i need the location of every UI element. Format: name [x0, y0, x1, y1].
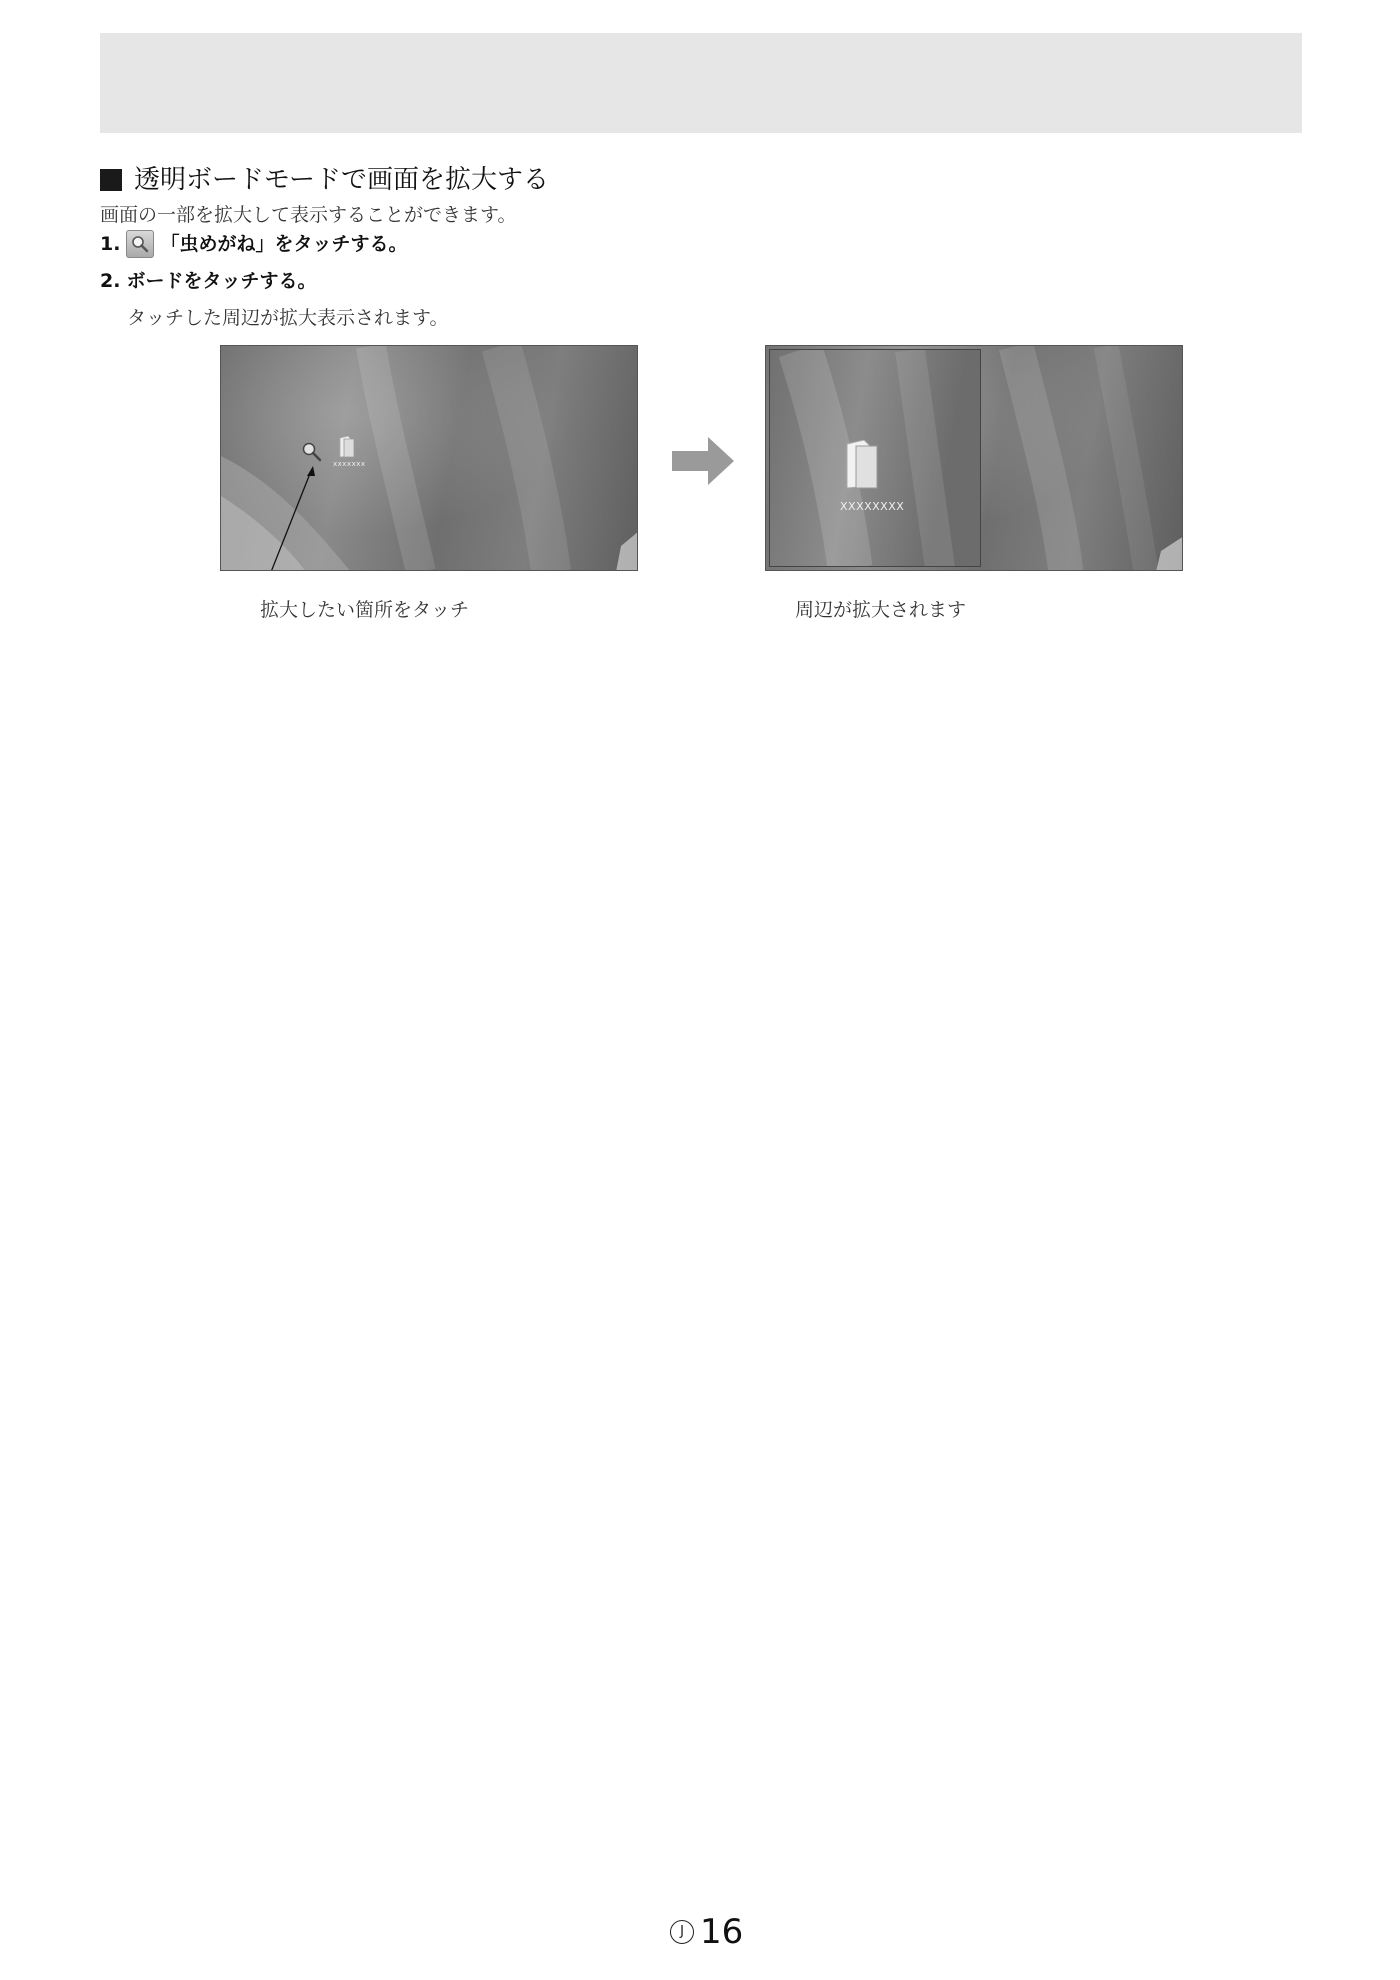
- step-1-number: 1.: [100, 233, 121, 255]
- page-number: [670, 1912, 743, 1952]
- pointer-line: [221, 346, 638, 571]
- section-title-text: 透明ボードモードで画面を拡大する: [134, 165, 549, 195]
- intro-text: 画面の一部を拡大して表示することができます。: [100, 204, 517, 226]
- section-title: [100, 162, 549, 198]
- step-1-text: 「虫めがね」をタッチする。: [160, 233, 408, 255]
- language-mark: J: [670, 1920, 694, 1944]
- magnifier-icon: [126, 230, 154, 258]
- step-2: [100, 267, 316, 295]
- right-icon-label: XXXXXXXX: [840, 500, 905, 513]
- title-square-icon: [100, 169, 122, 191]
- magnified-area: [769, 349, 981, 567]
- left-icon-label: xxxxxxx: [333, 460, 366, 468]
- right-arrow-icon: [672, 437, 734, 485]
- step-1: [100, 230, 407, 258]
- caption-before: 拡大したい箇所をタッチ: [260, 599, 470, 621]
- step-2-note: タッチした周辺が拡大表示されます。: [127, 307, 449, 329]
- header-bar: [100, 33, 1302, 133]
- folder-icon-large: [844, 440, 880, 490]
- screen-before: [220, 345, 638, 571]
- screen-after: [765, 345, 1183, 571]
- caption-after: 周辺が拡大されます: [795, 599, 967, 621]
- step-2-number: 2.: [100, 270, 121, 292]
- page-number-text: 16: [700, 1912, 744, 1952]
- step-2-text: ボードをタッチする。: [126, 270, 317, 292]
